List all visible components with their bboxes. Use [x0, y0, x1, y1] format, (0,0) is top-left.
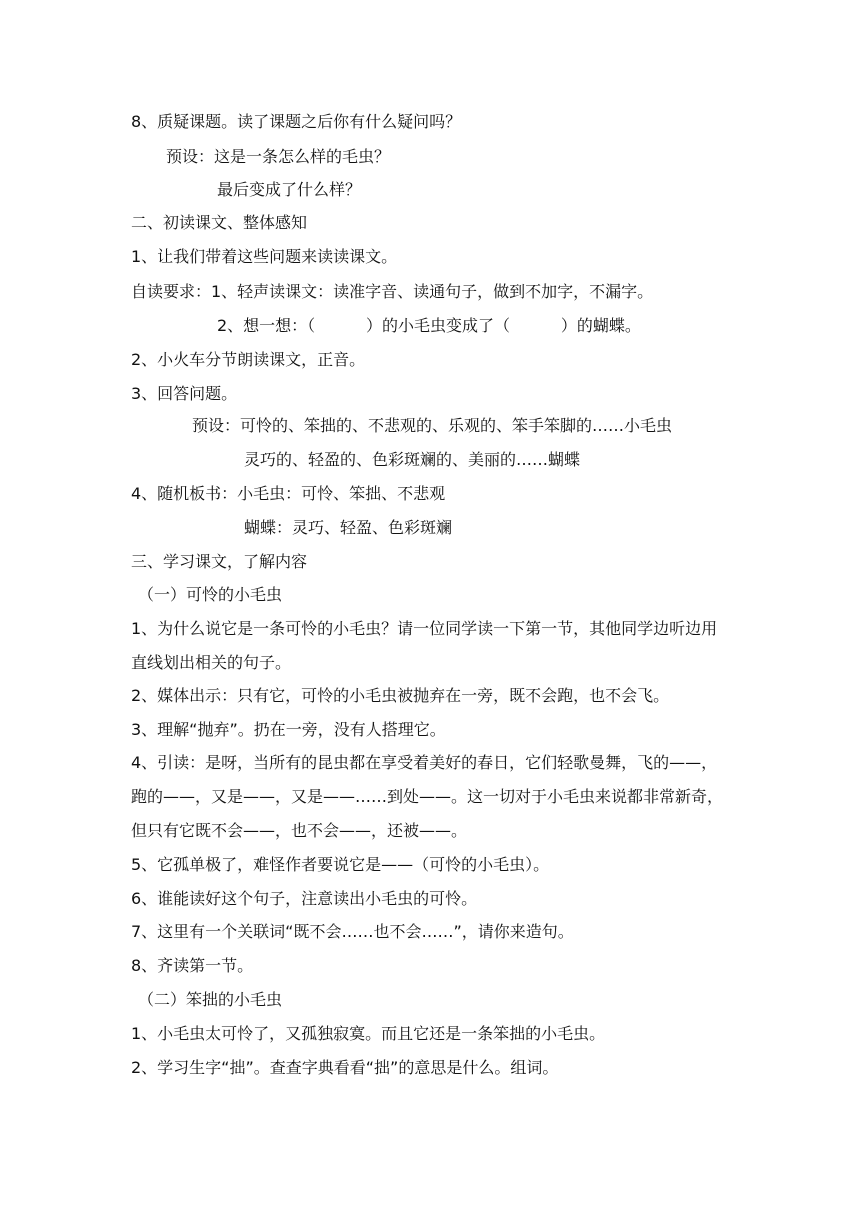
text-line: 8、质疑课题。读了课题之后你有什么疑问吗？	[131, 112, 462, 131]
text-line: 7、这里有一个关联词“既不会……也不会……”，请你来造句。	[131, 922, 574, 941]
text-line: 蝴蝶：灵巧、轻盈、色彩斑斓	[244, 518, 453, 537]
text-line: 1、让我们带着这些问题来读读课文。	[131, 247, 398, 266]
text-line: 3、理解“抛弃”。扔在一旁，没有人搭理它。	[131, 720, 446, 739]
text-line: 自读要求：1、轻声读课文：读准字音、读通句子，做到不加字，不漏字。	[131, 282, 654, 301]
text-line: 灵巧的、轻盈的、色彩斑斓的、美丽的……蝴蝶	[244, 450, 581, 469]
text-line: 5、它孤单极了，难怪作者要说它是——（可怜的小毛虫）。	[131, 855, 550, 874]
section-heading: 三、学习课文，了解内容	[131, 552, 308, 571]
text-line: 预设：可怜的、笨拙的、不悲观的、乐观的、笨手笨脚的……小毛虫	[192, 416, 673, 435]
text-line: 6、谁能读好这个句子，注意读出小毛虫的可怜。	[131, 889, 478, 908]
text-line: 预设：这是一条怎么样的毛虫？	[166, 147, 391, 166]
text-line: 最后变成了什么样？	[217, 180, 362, 199]
text-paragraph: 4、引读：是呀，当所有的昆虫都在享受着美好的春日，它们轻歌曼舞，飞的——，跑的——，又是——，又是——……到处——。这一切对于小毛虫来说都非常新奇，但只有它既不会——，也不会——，还被——。	[131, 753, 724, 840]
text-line: 2、小火车分节朗读课文，正音。	[131, 350, 366, 369]
subsection-heading: （二）笨拙的小毛虫	[138, 990, 283, 1009]
text-line: 1、小毛虫太可怜了，又孤独寂寞。而且它还是一条笨拙的小毛虫。	[131, 1024, 606, 1043]
text-line: 2、学习生字“拙”。查查字典看看“拙”的意思是什么。组词。	[131, 1058, 559, 1077]
section-heading: 二、初读课文、整体感知	[131, 213, 308, 232]
text-line: 2、媒体出示：只有它，可怜的小毛虫被抛弃在一旁，既不会跑，也不会飞。	[131, 686, 670, 705]
text-line: 4、随机板书：小毛虫：可怜、笨拙、不悲观	[131, 484, 446, 503]
text-line: 2、想一想：（ ）的小毛虫变成了（ ）的蝴蝶。	[217, 316, 641, 335]
text-line: 3、回答问题。	[131, 384, 238, 403]
text-paragraph: 1、为什么说它是一条可怜的小毛虫？请一位同学读一下第一节，其他同学边听边用直线划出相关的句子。	[131, 619, 718, 672]
text-line: 8、齐读第一节。	[131, 956, 254, 975]
subsection-heading: （一）可怜的小毛虫	[138, 585, 283, 604]
